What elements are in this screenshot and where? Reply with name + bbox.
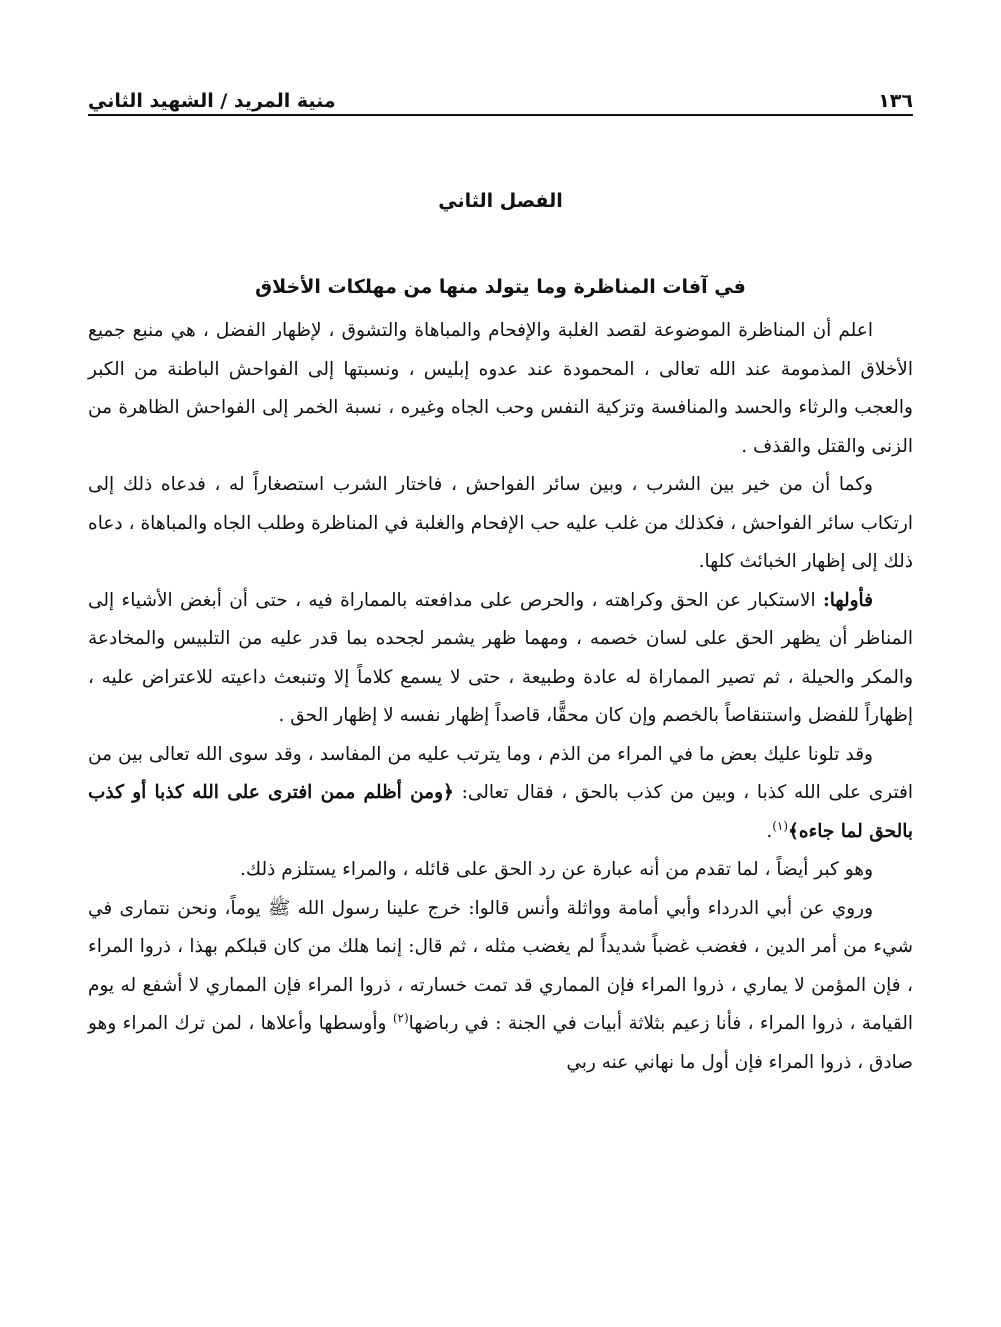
paragraph-4-end: . [766, 820, 773, 842]
running-header [88, 78, 913, 112]
paragraph-6 [88, 890, 913, 1083]
paragraph-6-end: وأوسطها وأعلاها ، لمن ترك المراء وهو صادق ، ذروا المراء فإن أول ما نهاني عنه ربي [88, 1013, 913, 1073]
section-heading: في آفات المناظرة وما يتولد منها من مهلكات الأخلاق [255, 276, 746, 298]
paragraph-3 [88, 582, 913, 736]
quran-verse: ﴿ومن أظلم ممن افترى على الله كذبا أو كذب بالحق لما جاءه﴾ [88, 782, 913, 842]
paragraph-4 [88, 736, 913, 852]
paragraph-5: وهو كبر أيضاً ، لما تقدم من أنه عبارة عن رد الحق على قائله ، والمراء يستلزم ذلك. [240, 859, 873, 880]
paragraph-6-text: وروي عن أبي الدرداء وأبي أمامة وواثلة وأنس قالوا: خرج علينا رسول الله ﷺ يوماً، ونحن نتمارى في شيء من أمر الدين ، فغضب غضباً شديداً لم يغضب مثله ، ثم قال: إنما هلك من كان قبلكم بهذا ، ذروا المراء ، فإن المؤمن لا يماري ، ذروا المراء فإن المماري قد تمت خسارته ، ذروا المراء فإن المماري لا أشفع له يوم القيامة ، ذروا المراء ، فأنا زعيم بثلاثة أبيات في الجنة : في رباضها [88, 897, 913, 1034]
footnote-marker-2[interactable]: (٢) [392, 1010, 409, 1025]
paragraph-2: وكما أن من خير بين الشرب ، وبين سائر الفواحش ، فاختار الشرب استصغاراً له ، فدعاه ذلك إلى ارتكاب سائر الفواحش ، فكذلك من غلب عليه حب الإفحام والغلبة في المناظرة وطلب الجاه والمباهاة ، دعاه ذلك إلى إظهار الخبائث كلها. [88, 474, 913, 572]
page-number: ١٣٦ [878, 90, 913, 112]
paragraph-1: اعلم أن المناظرة الموضوعة لقصد الغلبة والإفحام والمباهاة والتشوق ، لإظهار الفضل ، هي منبع جميع الأخلاق المذمومة عند الله تعالى ، المحمودة عند عدوه إبليس ، ونسبتها إلى الفواحش الباطنة من الكبر والعجب والرثاء والحسد والمنافسة وتزكية النفس وحب الجاه وغيره ، نسبة الخمر إلى الفواحش الظاهرة من الزنى والقتل والقذف . [88, 320, 913, 457]
body-text [88, 312, 913, 1082]
paragraph-3-lead: فأولها: [822, 589, 873, 611]
paragraph-4-text: وقد تلونا عليك بعض ما في المراء من الذم ، وما يترتب عليه من المفاسد ، وقد سوى الله تعالى بين من افترى على الله كذبا ، وبين من كذب بالحق ، فقال تعالى: [88, 743, 914, 803]
header-divider [88, 114, 913, 116]
paragraph-3-text: الاستكبار عن الحق وكراهته ، والحرص على مدافعته بالمماراة فيه ، حتى أن أبغض الأشياء إلى المناظر أن يظهر الحق على لسان خصمه ، ومهما ظهر يشمر لجحده بما قدر عليه من التلبيس والمخادعة والمكر والحيلة ، ثم تصير المماراة له عادة وطبيعة ، حتى لا يسمع كلاماً إلا وتنبعث داعيته للاعتراض عليه ، إظهاراً للفضل واستنقاصاً بالخصم وإن كان محقًّا، قاصداً إظهار نفسه لا إظهار الحق . [88, 589, 913, 726]
book-title: منية المريد / الشهيد الثاني [88, 90, 336, 112]
chapter-heading: الفصل الثاني [438, 190, 563, 212]
footnote-marker-1[interactable]: (١) [772, 818, 789, 833]
